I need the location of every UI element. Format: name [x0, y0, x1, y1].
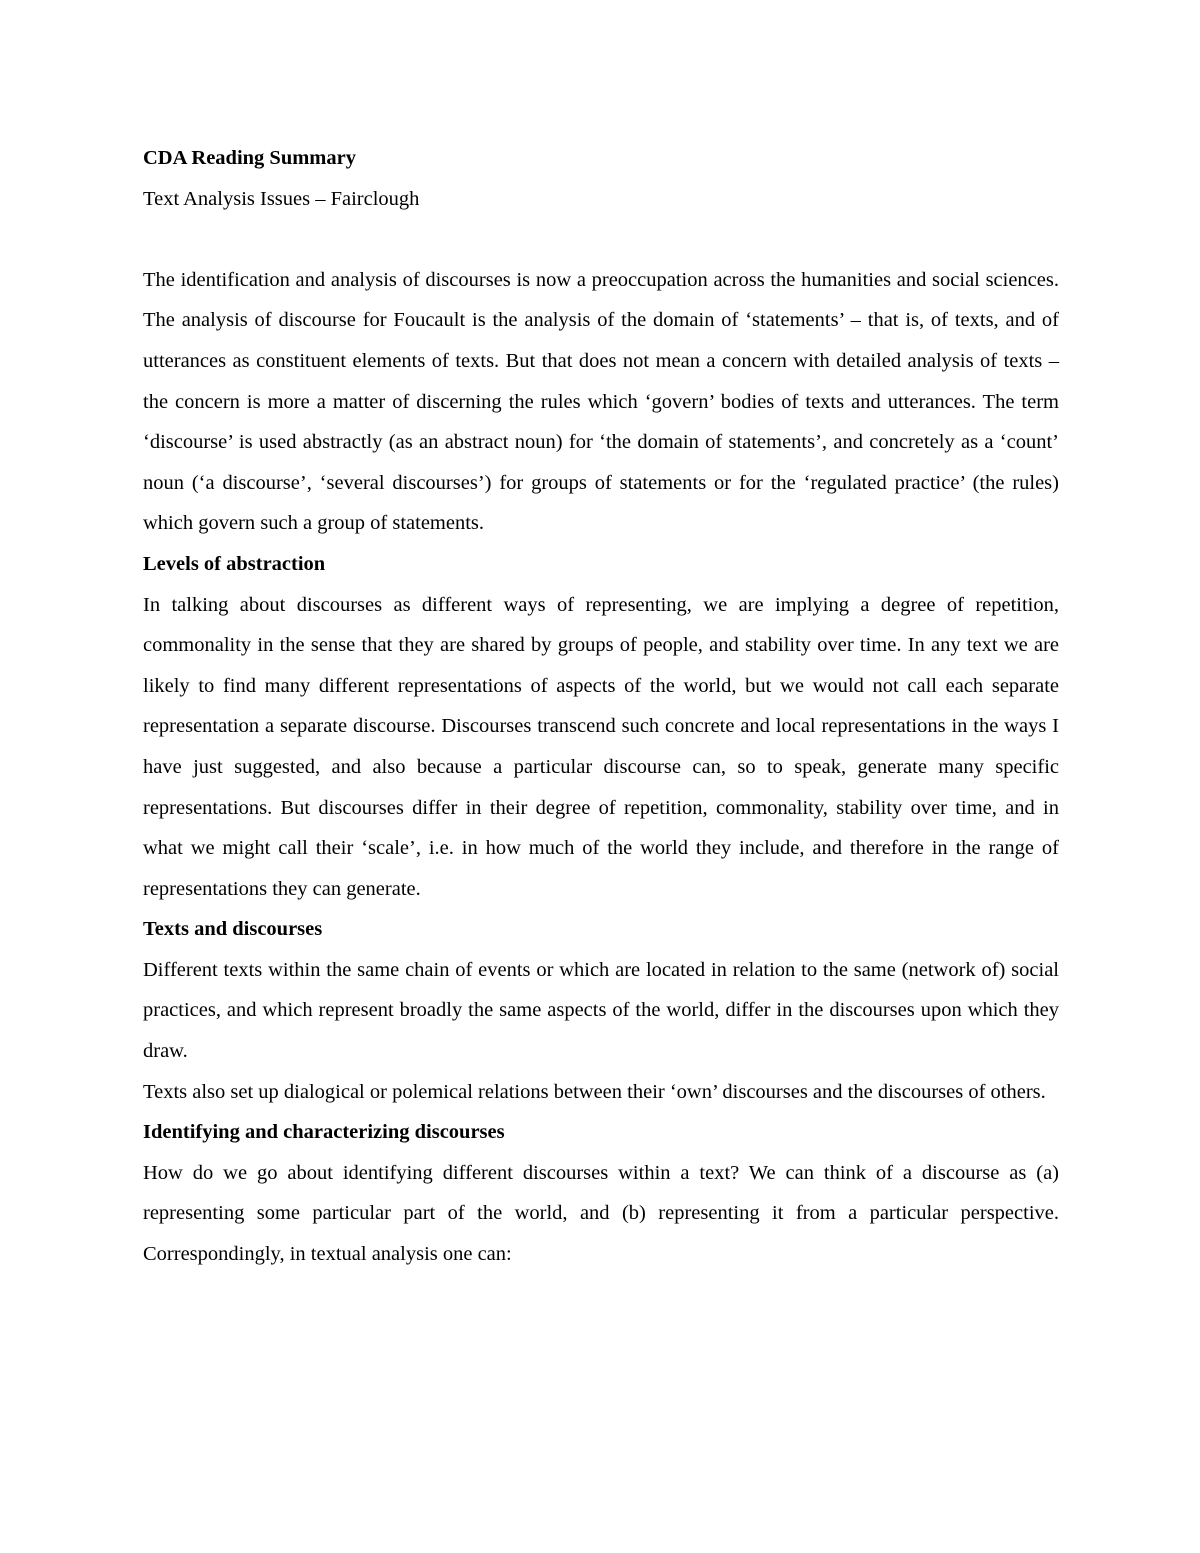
texts-and-discourses-paragraph-2: Texts also set up dialogical or polemical relations between their ‘own’ discourses and the discourses of others.	[143, 1080, 1046, 1103]
section-heading-identifying-discourses: Identifying and characterizing discourses	[143, 1121, 505, 1144]
section-heading-texts-and-discourses: Texts and discourses	[143, 918, 323, 941]
levels-of-abstraction-paragraph: In talking about discourses as different ways of representing, we are implying a degree of repetition, commonality in the sense that they are shared by groups of people, and stability over time. In any text we are likely to find many different representations of aspects of the world, but we would not call each separate representation a separate discourse. Discourses transcend such concrete and local representations in the ways I have just suggested, and also because a particular discourse can, so to speak, generate many specific representations. But discourses differ in their degree of repetition, commonality, stability over time, and in what we might call their ‘scale’, i.e. in how much of the world they include, and therefore in the range of representations they can generate.	[143, 593, 1059, 900]
section-heading-levels-of-abstraction: Levels of abstraction	[143, 552, 326, 575]
texts-and-discourses-paragraph-1: Different texts within the same chain of events or which are located in relation to the same (network of) social practices, and which represent broadly the same aspects of the world, differ in the discourses upon which they draw.	[143, 958, 1059, 1063]
document-subtitle: Text Analysis Issues – Fairclough	[143, 187, 420, 210]
intro-paragraph: The identification and analysis of discourses is now a preoccupation across the humanities and social sciences. The analysis of discourse for Foucault is the analysis of the domain of ‘statements’ – that is, of texts, and of utterances as constituent elements of texts. But that does not mean a concern with detailed analysis of texts – the concern is more a matter of discerning the rules which ‘govern’ bodies of texts and utterances. The term ‘discourse’ is used abstractly (as an abstract noun) for ‘the domain of statements’, and concretely as a ‘count’ noun (‘a discourse’, ‘several discourses’) for groups of statements or for the ‘regulated practice’ (the rules) which govern such a group of statements.	[143, 268, 1059, 535]
document-page	[143, 138, 1059, 1275]
blank-line	[143, 219, 1059, 260]
identifying-discourses-paragraph: How do we go about identifying different discourses within a text? We can think of a discourse as (a) representing some particular part of the world, and (b) representing it from a particular perspective. Correspondingly, in textual analysis one can:	[143, 1161, 1059, 1266]
document-title: CDA Reading Summary	[143, 147, 356, 169]
